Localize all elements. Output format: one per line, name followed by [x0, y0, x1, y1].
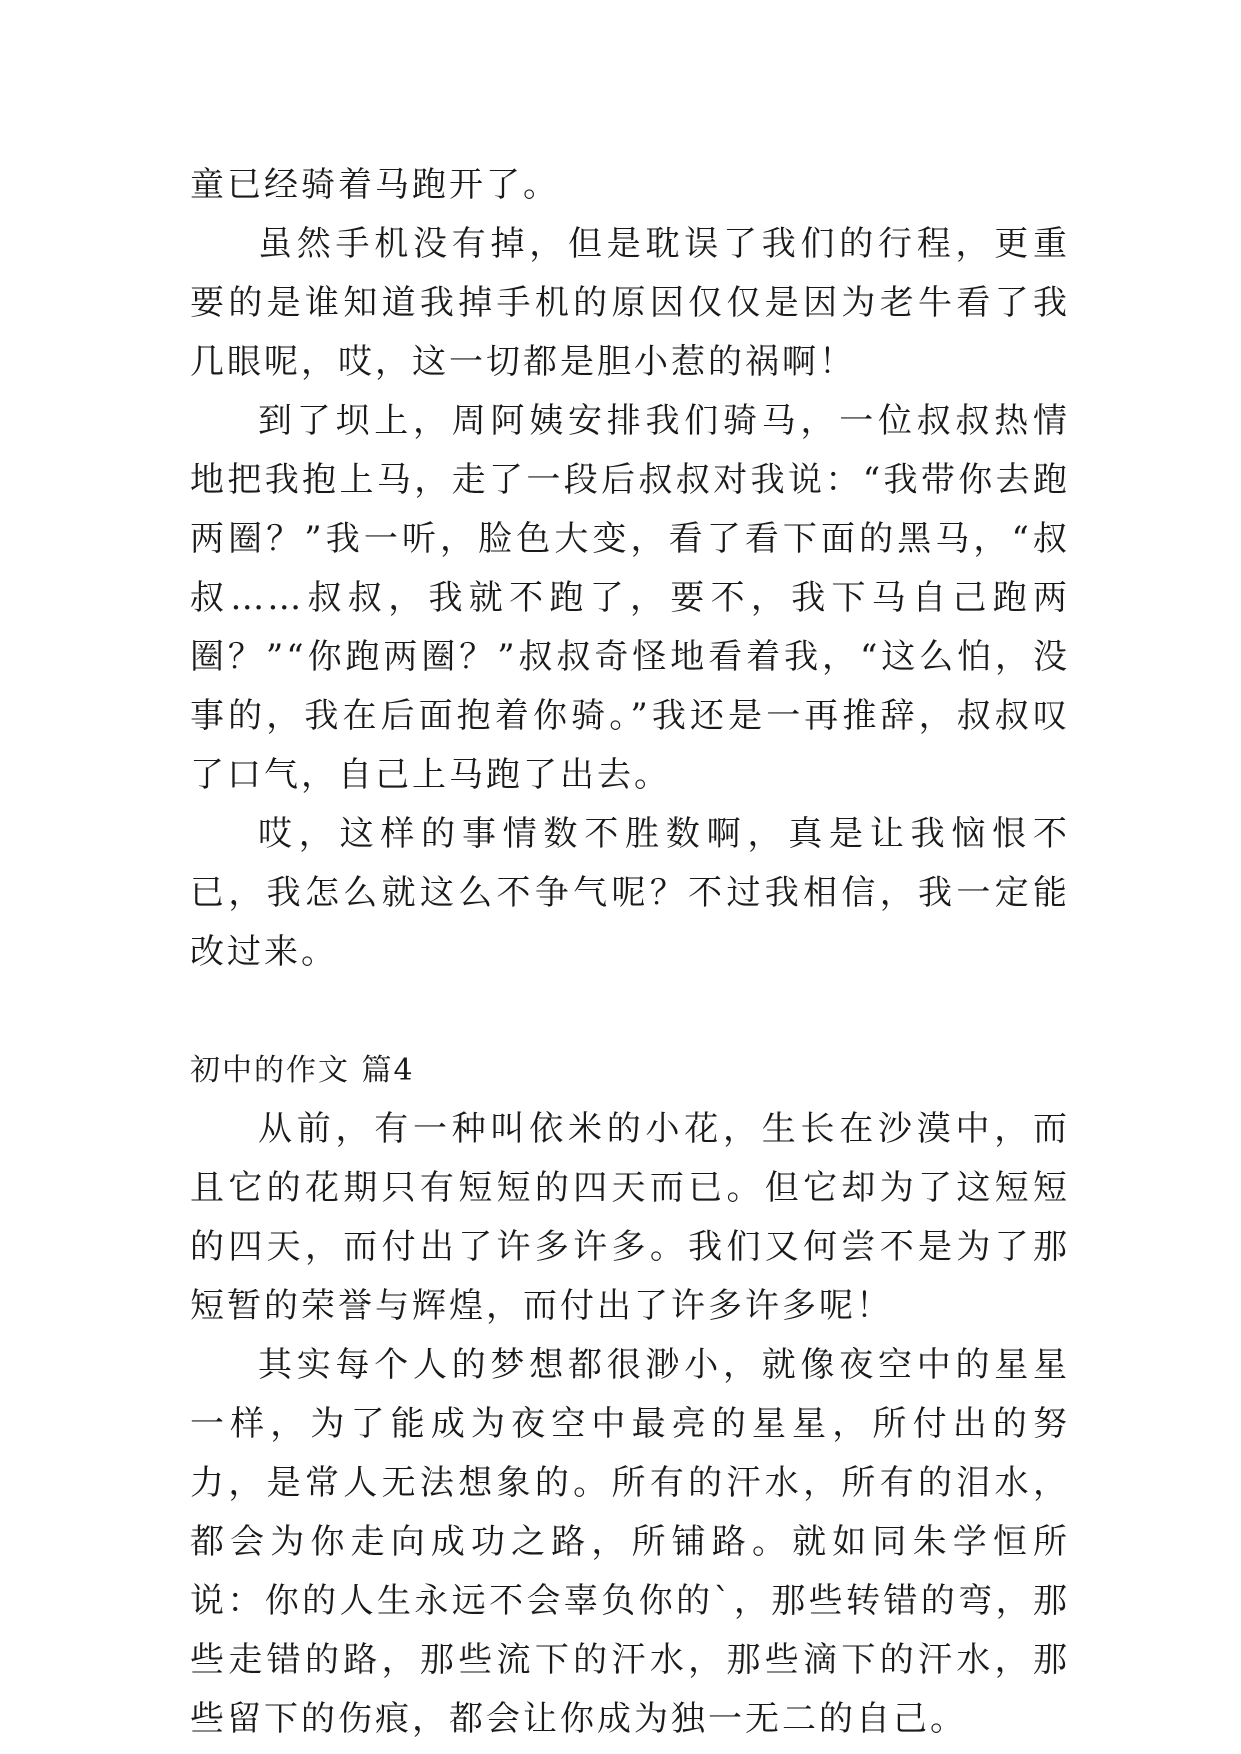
paragraph-continuation: 童已经骑着马跑开了。: [190, 165, 560, 205]
document-body: [190, 156, 1070, 1749]
paragraph: 从前，有一种叫依米的小花，生长在沙漠中，而且它的花期只有短短的四天而已。但它却为了这短短的四天，而付出了许多许多。我们又何尝不是为了那短暂的荣誉与辉煌，而付出了许多许多呢！: [190, 1109, 1070, 1326]
paragraph: 到了坝上，周阿姨安排我们骑马，一位叔叔热情地把我抱上马，走了一段后叔叔对我说：“我带你去跑两圈？”我一听，脸色大变，看了看下面的黑马，“叔叔……叔叔，我就不跑了，要不，我下马自己跑两圈？”“你跑两圈？”叔叔奇怪地看着我，“这么怕，没事的，我在后面抱着你骑。”我还是一再推辞，叔叔叹了口气，自己上马跑了出去。: [190, 401, 1070, 795]
paragraph: 虽然手机没有掉，但是耽误了我们的行程，更重要的是谁知道我掉手机的原因仅仅是因为老牛看了我几眼呢，哎，这一切都是胆小惹的祸啊！: [190, 224, 1070, 382]
section-title: 初中的作文 篇4: [190, 1053, 415, 1088]
paragraph: 哎，这样的事情数不胜数啊，真是让我恼恨不已，我怎么就这么不争气呢？不过我相信，我一定能改过来。: [190, 814, 1070, 972]
paragraph: 其实每个人的梦想都很渺小，就像夜空中的星星一样，为了能成为夜空中最亮的星星，所付出的努力，是常人无法想象的。所有的汗水，所有的泪水，都会为你走向成功之路，所铺路。就如同朱学恒所说：你的人生永远不会辜负你的`，那些转错的弯，那些走错的路，那些流下的汗水，那些滴下的汗水，那些留下的伤痕，都会让你成为独一无二的自己。: [190, 1345, 1070, 1739]
